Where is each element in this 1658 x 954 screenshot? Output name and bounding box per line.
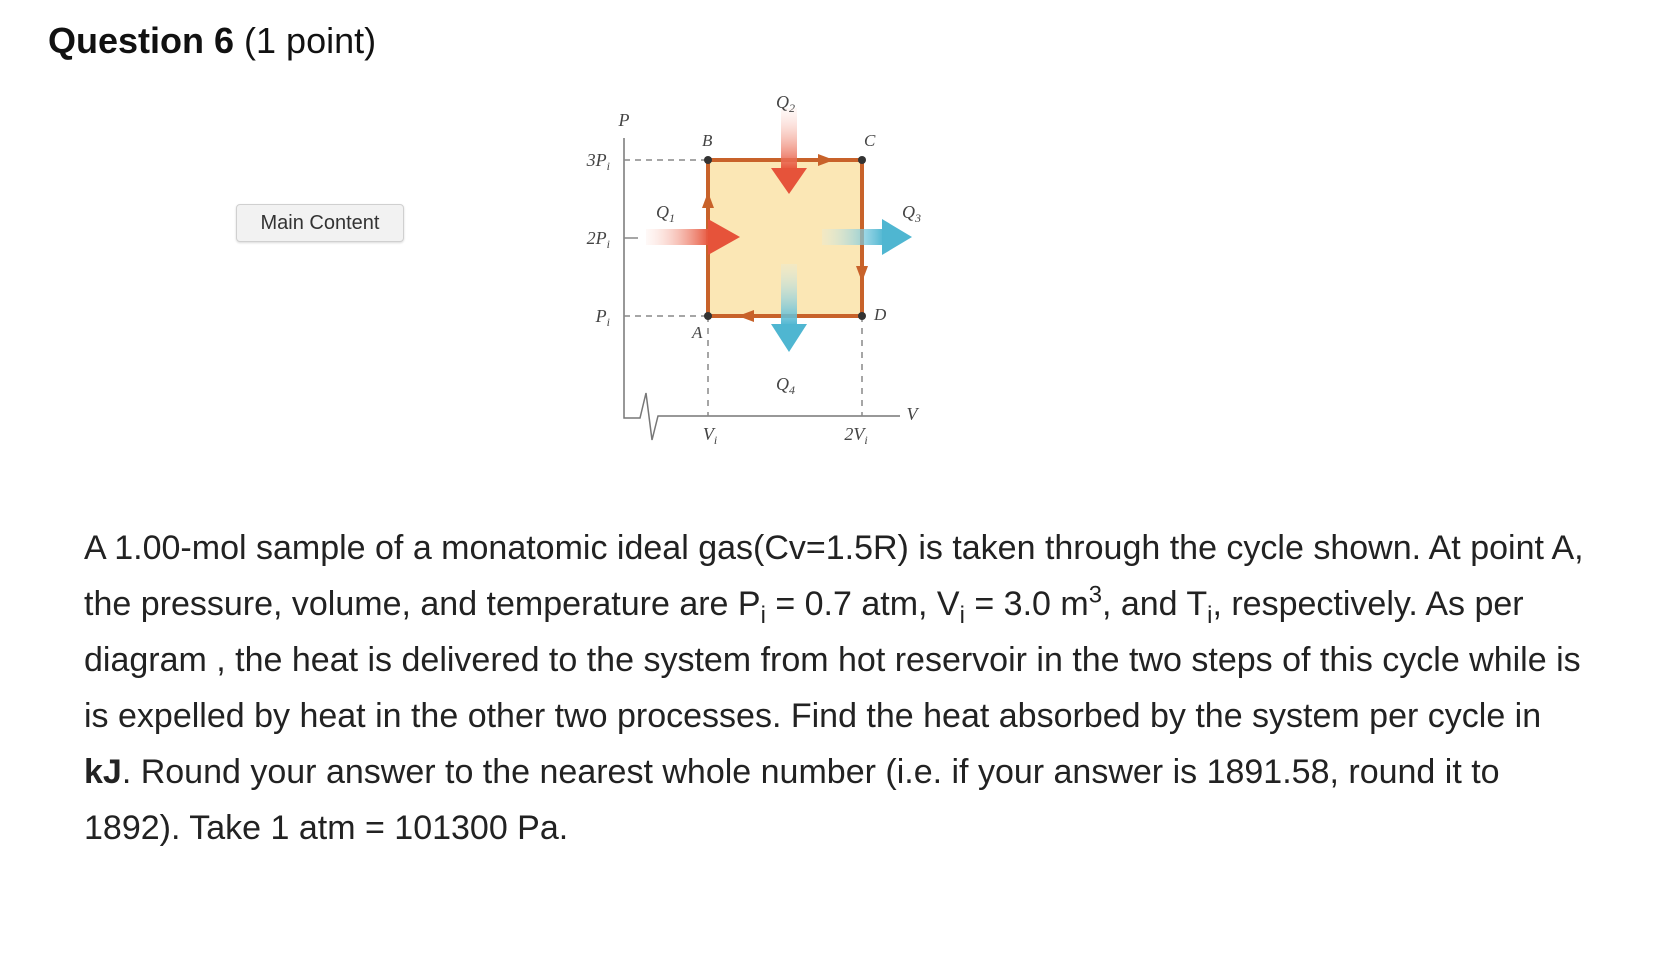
heat-q3-label: $Q_3$ [902,202,921,225]
skip-to-main-content-button[interactable]: Main Content [236,204,404,242]
body-text-3: = 3.0 m [964,585,1089,623]
question-body [84,520,1584,856]
v-axis-label: V [906,404,918,424]
p-tick-pi: $P_i$ [595,306,610,329]
body-text-1: A 1.00-mol sample of a monatomic ideal gas(Cv=1.5R) is taken through the cycle shown. At point A, the pressure, volume, and temperature are P [84,529,1584,623]
pv-cycle-diagram [586,88,1010,488]
p-tick-2pi: $2P_i$ [586,228,610,251]
heat-q1-label: $Q_1$ [656,202,675,225]
v-tick-2vi: $2V_i$ [844,424,868,447]
point-d-label: D [874,305,887,324]
axis-break [624,393,666,440]
question-points: (1 point) [244,20,377,61]
p-tick-3pi: $3P_i$ [586,150,610,173]
sub-ti: i [1207,601,1213,629]
question-header [48,20,376,62]
p-axis-label: P [618,110,630,130]
pv-diagram-svg [586,88,1010,488]
body-text-4: , and T [1101,585,1208,623]
point-a-marker [704,312,712,320]
sub-vi: i [959,601,965,629]
question-paragraph [84,520,1584,856]
sup-3: 3 [1088,581,1102,609]
point-b-marker [704,156,712,164]
body-text-2: = 0.7 atm, V [765,585,960,623]
sub-pi: i [760,601,766,629]
question-title: Question 6 [48,20,235,61]
heat-q4-label: $Q_4$ [776,374,795,397]
point-a-label: A [692,323,703,342]
unit-kj: kJ [84,753,122,791]
point-b-label: B [702,131,713,150]
point-d-marker [858,312,866,320]
point-c-label: C [864,131,876,150]
heat-q2-label: $Q_2$ [776,92,795,115]
v-tick-vi: $V_i$ [702,424,718,447]
body-text-6: . Round your answer to the nearest whole number (i.e. if your answer is 1891.58, round it to 1892). Take 1 atm = 101300 Pa. [84,753,1500,847]
point-c-marker [858,156,866,164]
body-text-5: , respectively. As per diagram , the heat is delivered to the system from hot reservoir in the two steps of this cycle while is is expelled by heat in the other two processes. Find the heat absorbed by the system per cycle in [84,585,1581,735]
